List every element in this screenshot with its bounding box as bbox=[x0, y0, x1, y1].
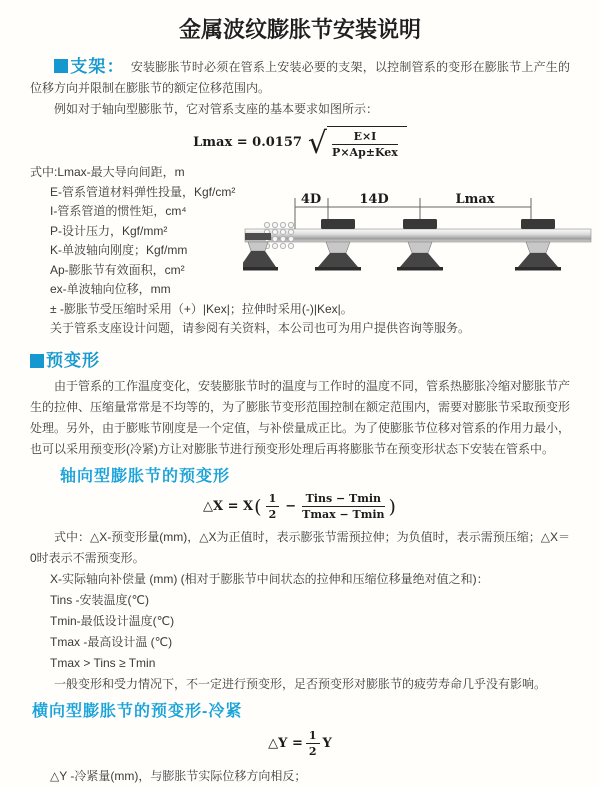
definition-line: E-管系管道材料弹性投量，Kgf/cm² bbox=[50, 184, 236, 199]
pipe bbox=[245, 229, 591, 242]
pipe-support-diagram bbox=[243, 189, 595, 289]
dim-label-14d: 14D bbox=[359, 192, 389, 207]
fraction-denominator: Tmax − Tmin bbox=[302, 508, 385, 521]
formula-lateral-suffix: Y bbox=[322, 736, 332, 751]
axial-note-line: X-实际轴向补偿量 (mm) (相对于膨胀节中间状态的拉伸和压缩位移量绝对值之和)： bbox=[50, 572, 489, 586]
radicand bbox=[327, 126, 407, 159]
definitions-block bbox=[30, 163, 570, 341]
guide-support bbox=[515, 219, 561, 271]
axial-note-line: 一般变形和受力情况下，不一定进行预变形，足否预变形对膨胀节的疲劳寿命几乎没有影响。 bbox=[54, 677, 547, 691]
page-title: 金属波纹膨胀节安装说明 bbox=[178, 17, 421, 42]
dim-label-lmax: Lmax bbox=[455, 192, 495, 207]
section-preform-header-label: 预变形 bbox=[46, 351, 100, 370]
definition-line: K-单波轴向刚度；Kgf/mm bbox=[50, 243, 188, 257]
lateral-note-line: △Y -冷紧量(mm)，与膨胀节实际位移方向相反； bbox=[50, 769, 307, 783]
fraction-half bbox=[266, 492, 280, 521]
open-paren: ( bbox=[254, 495, 262, 518]
section-bullet-square bbox=[54, 59, 68, 73]
definition-line: 式中:Lmax-最大导向间距，m bbox=[30, 165, 185, 179]
section-preform-header bbox=[30, 350, 570, 372]
fraction bbox=[332, 130, 398, 159]
definition-line: ex-单波轴向位移，mm bbox=[50, 282, 171, 296]
definition-line: ± -膨胀节受压缩时采用（+）|Kex|；拉伸时采用(-)|Kex|。 bbox=[50, 301, 353, 316]
dim-label-4d: 4D bbox=[300, 192, 322, 207]
formula-lmax bbox=[30, 126, 570, 159]
formula-axial bbox=[30, 492, 570, 521]
fraction-denominator: 2 bbox=[308, 745, 317, 758]
subsection-lateral-header: 横向型膨胀节的预变形-冷紧 bbox=[32, 703, 243, 720]
fraction-denominator: 2 bbox=[268, 508, 277, 521]
support-intro-paragraph bbox=[30, 56, 570, 99]
definition-line: Ap-膨胀节有效面积，cm² bbox=[50, 262, 185, 277]
formula-lateral-prefix: △Y = bbox=[268, 736, 303, 751]
axial-note-line: Tmin-最低设计温度(℃) bbox=[50, 614, 175, 628]
axial-note-line: Tins -安装温度(℃) bbox=[50, 593, 150, 607]
axial-note-paragraph: 式中：△X-预变形量(mm)，△X为正值时，表示膨张节需预拉伸；为负值时，表示需预压缩；△X＝0时表示不需预变形。 bbox=[30, 530, 570, 565]
fraction-numerator: 1 bbox=[306, 729, 320, 744]
axial-note-line: Tmax -最高设计温 (℃) bbox=[50, 635, 173, 649]
definition-line: 关于管系支座设计问题，请参阅有关资料，本公司也可为用户提供咨询等服务。 bbox=[50, 321, 471, 335]
formula-axial-prefix: △X = X bbox=[203, 499, 254, 514]
fraction-numerator: E×I bbox=[332, 130, 398, 145]
fraction-denominator: P×Ap±Kex bbox=[332, 146, 398, 159]
guide-support bbox=[315, 219, 361, 271]
minus-sign: − bbox=[285, 499, 297, 514]
section-bullet-square bbox=[30, 354, 44, 368]
definition-line: I-管系管道的惯性矩，cm⁴ bbox=[50, 204, 187, 218]
axial-note-line: Tmax > Tins ≥ Tmin bbox=[50, 656, 156, 670]
preform-body-paragraph: 由于管系的工作温度变化，安装膨胀节时的温度与工作时的温度不同，管系热膨胀冷缩对膨胀节产生的拉伸、压缩量常常是不均等的，为了膨胀节变形范围控制在额定范围内，需要对膨胀节采取预变形处理。另外，由于膨账节刚度是一个定值，与补偿量成正比。为了使膨胀节位移对管系的作用力最小，也可以采用预变形(冷紧)方让对膨胀节进行预变形处理后再将膨胀节在预变形状态下安装在管系中。 bbox=[30, 379, 571, 456]
fraction-temperature bbox=[302, 492, 384, 521]
fraction-numerator: Tins − Tmin bbox=[302, 492, 384, 507]
radical-sign-icon: √ bbox=[307, 126, 328, 161]
guide-support bbox=[397, 219, 443, 271]
close-paren: ) bbox=[388, 495, 396, 518]
subsection-axial-header: 轴向型膨胀节的预变形 bbox=[60, 468, 231, 485]
section-support-header: 支架： bbox=[70, 57, 125, 76]
fraction-numerator: 1 bbox=[266, 492, 280, 507]
sqrt-expression bbox=[308, 126, 407, 159]
formula-lmax-prefix: Lmax = 0.0157 bbox=[193, 135, 302, 150]
definition-line: P-设计压力，Kgf/mm² bbox=[50, 223, 168, 238]
formula-lateral bbox=[30, 729, 570, 758]
support-intro-text: 安装膨胀节时必须在管系上安装必要的支架，以控制管系的变形在膨胀节上产生的位移方向并限制在膨胀节的额定位移范围内。 bbox=[30, 60, 570, 95]
support-example-line: 例如对于轴向型膨胀节，它对管系支座的基本要求如图所示： bbox=[54, 102, 379, 116]
fraction-half bbox=[306, 729, 320, 758]
